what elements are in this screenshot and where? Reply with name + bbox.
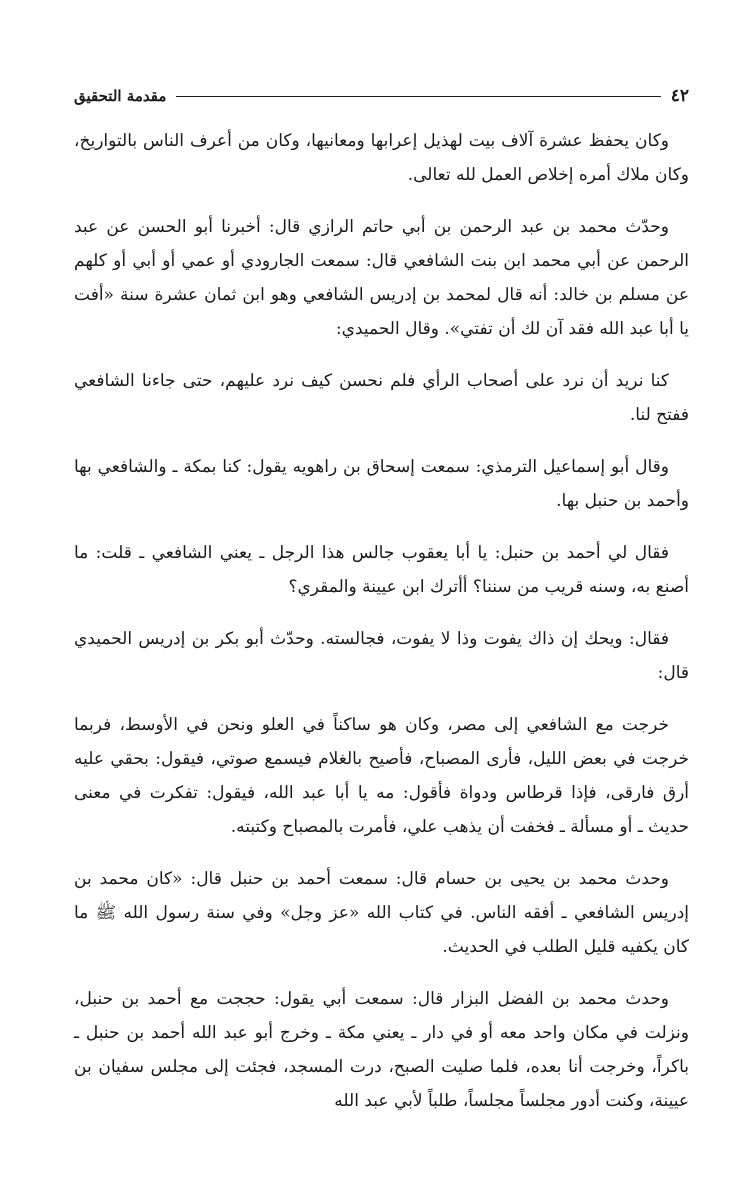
paragraph: فقال: ويحك إن ذاك يفوت وذا لا يفوت، فجالسته. وحدّث أبو بكر بن إدريس الحميدي قال:	[74, 629, 689, 683]
paragraph: وحدث محمد بن الفضل البزار قال: سمعت أبي يقول: حججت مع أحمد بن حنبل، ونزلت في مكان واحد معه أو في دار ـ يعني مكة ـ وخرج أبو عبد الله أحمد بن حنبل ـ باكراً، وخرجت أنا بعده، فلما صليت الصبح، درت المسجد، فجئت إلى مجلس سفيان بن عيينة، وكنت أدور مجلساً مجلساً، طلباً لأبي عبد الله	[74, 989, 689, 1111]
page-header	[74, 76, 689, 116]
paragraph: خرجت مع الشافعي إلى مصر، وكان هو ساكناً في العلو ونحن في الأوسط، فربما خرجت في بعض الليل، فأرى المصباح، فأصيح بالغلام فيسمع صوتي، فيقول: بحقي عليه أرق فارقى، فإذا قرطاس ودواة فأقول: مه يا أبا عبد الله، فيقول: تفكرت في معنى حديث ـ أو مسألة ـ فخفت أن يذهب علي، فأمرت بالمصباح وكتبته.	[74, 715, 689, 837]
header-rule	[176, 96, 660, 97]
paragraph: فقال لي أحمد بن حنبل: يا أبا يعقوب جالس هذا الرجل ـ يعني الشافعي ـ قلت: ما أصنع به، وسنه قريب من سننا؟ أأترك ابن عيينة والمقري؟	[74, 543, 689, 597]
paragraph: كنا نريد أن نرد على أصحاب الرأي فلم نحسن كيف نرد عليهم، حتى جاءنا الشافعي ففتح لنا.	[74, 371, 689, 425]
paragraph: وحدث محمد بن يحيى بن حسام قال: سمعت أحمد بن حنبل قال: «كان محمد بن إدريس الشافعي ـ أفقه الناس. في كتاب الله «عز وجل» وفي سنة رسول الله ﷺ ما كان يكفيه قليل الطلب في الحديث.	[74, 869, 689, 957]
chapter-title: مقدمة التحقيق	[74, 87, 167, 105]
paragraph: وحدّث محمد بن عبد الرحمن بن أبي حاتم الرازي قال: أخبرنا أبو الحسن عن عبد الرحمن عن أبي محمد ابن بنت الشافعي قال: سمعت الجارودي أو عمي أو أبي أو كلهم عن مسلم بن خالد: أنه قال لمحمد بن إدريس الشافعي وهو ابن ثمان عشرة سنة «أفت يا أبا عبد الله فقد آن لك أن تفتي». وقال الحميدي:	[74, 217, 689, 339]
paragraph: وقال أبو إسماعيل الترمذي: سمعت إسحاق بن راهويه يقول: كنا بمكة ـ والشافعي بها وأحمد بن حنبل بها.	[74, 457, 689, 511]
page-number: ٤٢	[670, 86, 689, 106]
paragraph: وكان يحفظ عشرة آلاف بيت لهذيل إعرابها ومعانيها، وكان من أعرف الناس بالتواريخ، وكان ملاك أمره إخلاص العمل لله تعالى.	[74, 131, 689, 185]
